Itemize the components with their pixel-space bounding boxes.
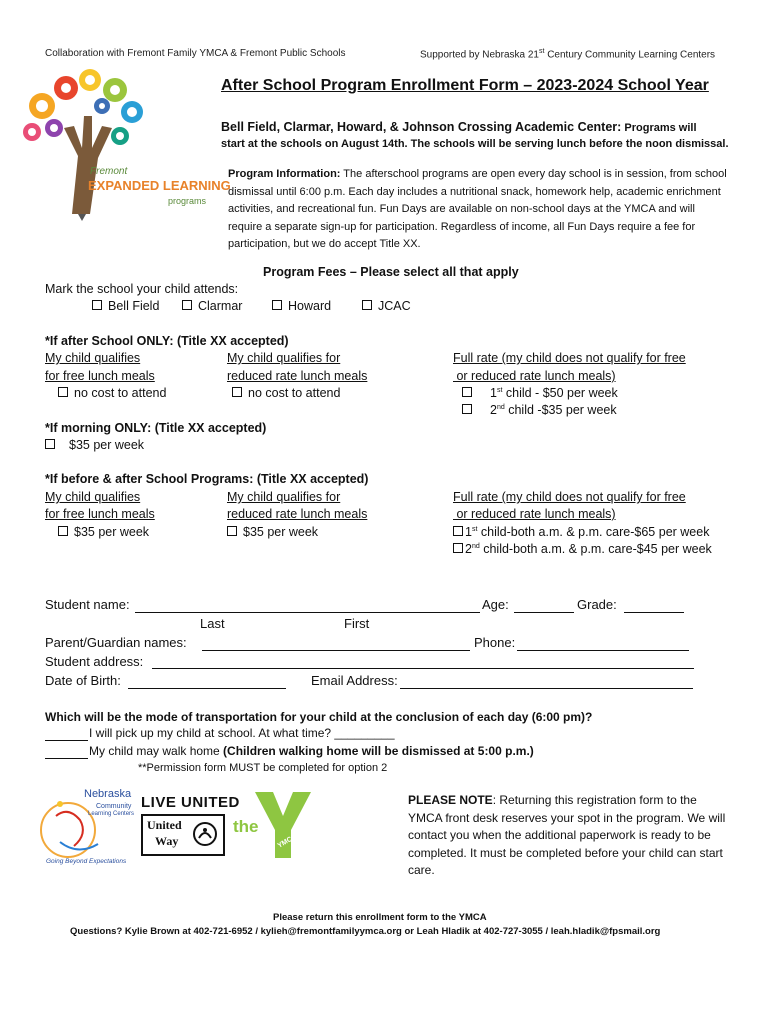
after-free-label-1: My child qualifies bbox=[45, 351, 141, 365]
checkbox[interactable] bbox=[92, 300, 102, 310]
fremont-expanded-learning-logo bbox=[20, 66, 231, 221]
morning-heading: *If morning ONLY: (Title XX accepted) bbox=[45, 421, 267, 435]
ba-full-option-2[interactable] bbox=[453, 542, 712, 556]
checkbox[interactable] bbox=[453, 526, 463, 536]
the-word: the bbox=[233, 817, 259, 836]
school-option-label: Bell Field bbox=[108, 299, 160, 313]
after-full-option-2[interactable] bbox=[462, 403, 617, 417]
transport-option-2-text: My child may walk home bbox=[89, 744, 224, 758]
subtitle-schools: Bell Field, Clarmar, Howard, & Johnson Crossing Academic Center: bbox=[221, 120, 622, 134]
grade-label: Grade: bbox=[577, 597, 617, 612]
option-label: no cost to attend bbox=[74, 386, 167, 400]
student-name-label: Student name: bbox=[45, 597, 130, 612]
united-way-hand-icon bbox=[193, 822, 217, 846]
option-num: 2 bbox=[490, 403, 497, 417]
option-sup: st bbox=[471, 525, 478, 533]
after-free-option[interactable] bbox=[58, 386, 166, 400]
morning-option[interactable] bbox=[45, 438, 144, 452]
transport-question: Which will be the mode of transportation for your child at the conclusion of each day (6:00 pm)? bbox=[45, 710, 593, 724]
option-label: child - $50 per week bbox=[502, 386, 618, 400]
ymca-word: YMCA bbox=[276, 833, 298, 850]
logo-word-expanded-learning: EXPANDED LEARNING bbox=[88, 178, 231, 193]
nebraska-word: Nebraska bbox=[84, 788, 132, 800]
age-field[interactable] bbox=[514, 612, 574, 613]
ba-reduced-option[interactable] bbox=[227, 525, 318, 539]
permission-note: **Permission form MUST be completed for option 2 bbox=[138, 762, 388, 774]
first-name-caption: First bbox=[344, 616, 370, 631]
checkbox[interactable] bbox=[232, 387, 242, 397]
logo-word-fremont: Fremont bbox=[90, 166, 128, 177]
ba-free-option[interactable] bbox=[58, 525, 149, 539]
transport-option-2-note: (Children walking home will be dismissed at 5:00 p.m.) bbox=[223, 744, 534, 758]
school-option-label: Howard bbox=[288, 299, 332, 313]
option-label: child-both a.m. & p.m. care-$45 per week bbox=[479, 542, 712, 556]
after-free-label-2: for free lunch meals bbox=[45, 369, 155, 383]
checkbox[interactable] bbox=[272, 300, 282, 310]
community-word: Community bbox=[96, 803, 132, 810]
before-after-heading: *If before & after School Programs: (Title XX accepted) bbox=[45, 472, 369, 486]
going-beyond-text: Going Beyond Expectations bbox=[46, 858, 127, 865]
please-note-text: : Returning this registration form to the YMCA front desk reserves your spot in the program. We will contact you when the additional paperwork is ready to be completed. It must be completed before your child can start care. bbox=[408, 793, 726, 877]
age-label: Age: bbox=[482, 597, 509, 612]
header-support-pre: Supported by Nebraska 21 bbox=[420, 49, 539, 61]
checkbox[interactable] bbox=[182, 300, 192, 310]
page-title-text: After School Program Enrollment Form – 2023-2024 School Year bbox=[221, 77, 709, 94]
phone-label: Phone: bbox=[474, 635, 516, 650]
program-information-label: Program Information: bbox=[228, 168, 341, 180]
school-prompt: Mark the school your child attends: bbox=[45, 282, 239, 296]
after-full-label-1: Full rate (my child does not qualify for free bbox=[453, 351, 686, 365]
nebraska-clc-logo bbox=[38, 786, 138, 868]
school-option-jcac[interactable] bbox=[362, 299, 411, 313]
after-reduced-label-1: My child qualifies for bbox=[227, 351, 341, 365]
footer-return-note: Please return this enrollment form to the YMCA bbox=[273, 912, 487, 923]
option-label: $35 per week bbox=[74, 525, 150, 539]
phone-field[interactable] bbox=[517, 650, 689, 651]
logo-word-programs: programs bbox=[168, 196, 207, 206]
transport-option-2 bbox=[89, 744, 534, 758]
parent-label: Parent/Guardian names: bbox=[45, 635, 187, 650]
ba-full-label-1: Full rate (my child does not qualify for free bbox=[453, 490, 686, 504]
option-sup: st bbox=[496, 386, 503, 394]
option-label: no cost to attend bbox=[248, 386, 341, 400]
after-reduced-option[interactable] bbox=[232, 386, 340, 400]
email-label: Email Address: bbox=[311, 673, 398, 688]
school-option-howard[interactable] bbox=[272, 299, 331, 313]
after-full-label-2: or reduced rate lunch meals) bbox=[453, 369, 616, 383]
checkbox[interactable] bbox=[227, 526, 237, 536]
subtitle-programs-will: Programs will bbox=[621, 122, 697, 134]
dob-field[interactable] bbox=[128, 688, 286, 689]
checkbox[interactable] bbox=[362, 300, 372, 310]
address-label: Student address: bbox=[45, 654, 144, 669]
ba-reduced-label-2: reduced rate lunch meals bbox=[227, 507, 368, 521]
after-reduced-label-2: reduced rate lunch meals bbox=[227, 369, 368, 383]
checkbox[interactable] bbox=[45, 439, 55, 449]
header-support-post: Century Community Learning Centers bbox=[544, 49, 716, 61]
please-note bbox=[408, 792, 728, 880]
united-word: United bbox=[147, 818, 182, 832]
subtitle-line-2: start at the schools on August 14th. The schools will be serving lunch before the noon dismissal. bbox=[221, 138, 729, 150]
checkbox[interactable] bbox=[453, 543, 463, 553]
header-collaboration: Collaboration with Fremont Family YMCA & Fremont Public Schools bbox=[45, 48, 346, 59]
grade-field[interactable] bbox=[624, 612, 684, 613]
option-label: $35 per week bbox=[243, 525, 319, 539]
school-option-label: JCAC bbox=[378, 299, 411, 313]
option-sup: nd bbox=[496, 403, 505, 411]
header-support-sup: st bbox=[538, 48, 545, 55]
live-united-text: LIVE UNITED bbox=[141, 794, 240, 811]
checkbox[interactable] bbox=[462, 404, 472, 414]
option-num: 1 bbox=[465, 525, 472, 539]
way-word: Way bbox=[155, 834, 179, 848]
after-full-option-1[interactable] bbox=[462, 386, 618, 400]
ba-reduced-label-1: My child qualifies for bbox=[227, 490, 341, 504]
student-name-field[interactable] bbox=[135, 612, 480, 613]
option-label: child -$35 per week bbox=[504, 403, 617, 417]
email-field[interactable] bbox=[400, 688, 693, 689]
option-sup: nd bbox=[471, 542, 480, 550]
ba-free-label-1: My child qualifies bbox=[45, 490, 141, 504]
parent-field[interactable] bbox=[202, 650, 470, 651]
last-name-caption: Last bbox=[200, 616, 225, 631]
checkbox[interactable] bbox=[58, 526, 68, 536]
header-support bbox=[420, 48, 715, 60]
transport-option-2-blank[interactable] bbox=[45, 758, 88, 759]
ymca-y-icon bbox=[253, 790, 313, 860]
after-school-heading: *If after School ONLY: (Title XX accepted) bbox=[45, 334, 289, 348]
footer-contacts: Questions? Kylie Brown at 402-721-6952 / kylieh@fremontfamilyymca.org or Leah Hladik at 402-727-3055 / leah.hladik@fpsmail.org bbox=[70, 926, 661, 937]
checkbox[interactable] bbox=[58, 387, 68, 397]
ba-free-label-2: for free lunch meals bbox=[45, 507, 155, 521]
page-title bbox=[221, 77, 709, 95]
option-num: 1 bbox=[490, 386, 497, 400]
subtitle-line-1 bbox=[221, 120, 697, 134]
united-way-logo bbox=[141, 814, 225, 856]
checkbox[interactable] bbox=[462, 387, 472, 397]
program-fees-heading: Program Fees – Please select all that apply bbox=[263, 265, 519, 279]
transport-option-1-blank[interactable] bbox=[45, 740, 88, 741]
option-label: child-both a.m. & p.m. care-$65 per week bbox=[477, 525, 710, 539]
option-label: $35 per week bbox=[69, 438, 145, 452]
ba-full-option-1[interactable] bbox=[453, 525, 709, 539]
program-information bbox=[228, 166, 728, 254]
program-information-text: The afterschool programs are open every day school is in session, from school dismissal until 6:00 p.m. Each day includes a nutritional snack, homework help, academic enrichment activities, and recreational fun. Fun Days are available on non-school days at the YMCA and will require a separate sign-up for participation. Regardless of income, all Fun Days require a fee for participation, but we do accept Title XX. bbox=[228, 168, 727, 250]
school-option-bell-field[interactable] bbox=[92, 299, 159, 313]
school-option-label: Clarmar bbox=[198, 299, 243, 313]
please-note-label: PLEASE NOTE bbox=[408, 793, 493, 807]
ba-full-label-2: or reduced rate lunch meals) bbox=[453, 507, 616, 521]
dob-label: Date of Birth: bbox=[45, 673, 121, 688]
address-field[interactable] bbox=[152, 668, 694, 669]
transport-option-1: I will pick up my child at school. At what time? _________ bbox=[89, 726, 395, 740]
school-option-clarmar[interactable] bbox=[182, 299, 242, 313]
option-num: 2 bbox=[465, 542, 472, 556]
learning-centers-word: Learning Centers bbox=[88, 811, 135, 817]
